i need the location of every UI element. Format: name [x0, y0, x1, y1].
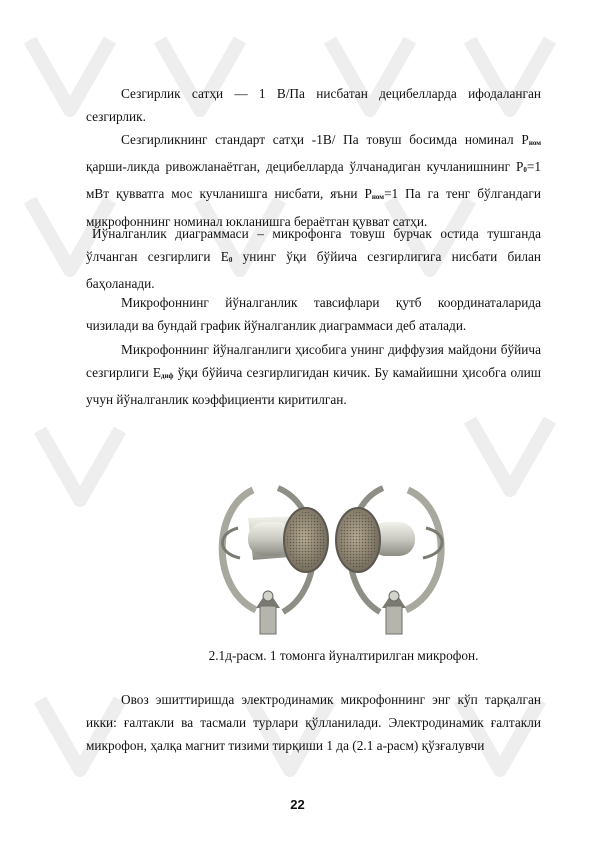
paragraph-text: Сезгирлик сатҳи — 1 В/Па нисбатан децибелларда ифодаланган сезгирлик.	[86, 86, 541, 125]
subscript: 0	[523, 166, 527, 175]
paragraph-text: ўқи бўйича сезгирлигидан кичик. Бу камайишни ҳисобга олиш учун йўналганлик коэффициенти киритилган.	[86, 365, 541, 408]
paragraph-polar-coordinates	[86, 291, 541, 337]
paragraph-text: =1 Па га тенг бўлгандаги микрофоннинг номинал юкланишга бераётган қувват сатҳи.	[86, 186, 541, 229]
paragraph-standard-level	[86, 128, 541, 233]
paragraph-text: унинг ўқи бўйича сезгирлигига нисбати билан баҳоланади.	[86, 249, 541, 292]
subscript: диф	[161, 372, 174, 381]
paragraph-sensitivity-level	[86, 82, 541, 128]
microphone-figure	[208, 478, 456, 638]
microphone-left	[222, 488, 328, 634]
subscript: ном	[528, 139, 541, 147]
paragraph-directivity-diagram	[86, 222, 541, 296]
paragraph-text: Микрофоннинг йўналганлик тавсифлари қутб координаталарида чизилади ва бундай график йўналганлик диаграммаси деб аталади.	[86, 295, 541, 334]
paragraph-text: Овоз эшиттиришда электродинамик микрофоннинг энг кўп тарқалган икки: ғалтакли ва тасмали турлари қўлланилади. Электродинамик ғалтакли микрофон, ҳалқа магнит тизими тирқиши 1 да (2.1 а-расм) қўзғалувчи	[86, 692, 541, 754]
subscript: ном	[371, 193, 385, 202]
subscript: 0	[228, 256, 233, 265]
paragraph-text: Йўналганлик диаграммаси – микрофонга товуш бурчак остида тушганда ўлчанган сезгирлиги Е	[86, 226, 541, 265]
paragraph-text: Микрофоннинг йўналганлиги ҳисобига унинг диффузия майдони бўйича сезгирлиги Е	[86, 342, 541, 381]
page-number: 22	[290, 797, 305, 812]
paragraph-diffusion-field	[86, 338, 541, 412]
paragraph-text: қарши-ликда ривожланаётган, децибелларда ўлчанадиган кучланишнинг Р	[86, 159, 524, 175]
paragraph-text: =1 мВт қувватга мос кучланишга нисбати, яъни Р	[86, 159, 541, 202]
microphone-right	[336, 488, 442, 634]
paragraph-text: Сезгирликнинг стандарт сатҳи -1В/ Па товуш босимда номинал Р	[121, 132, 529, 147]
paragraph-electrodynamic	[86, 688, 541, 758]
figure-caption: 2.1д-расм. 1 томонга йуналтирилган микрофон.	[208, 648, 479, 663]
